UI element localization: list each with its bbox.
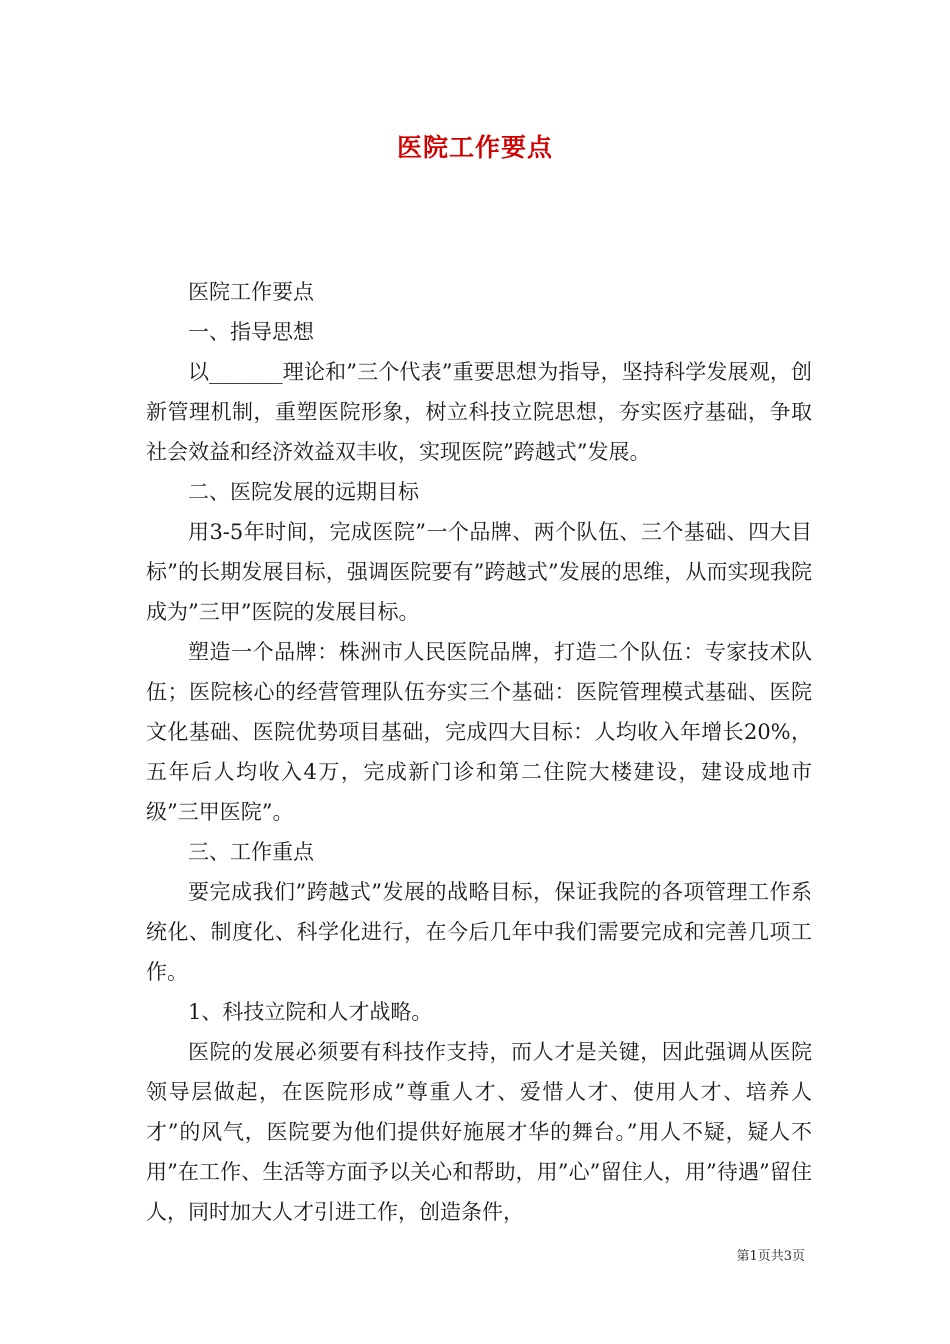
document-body [146,272,812,1232]
section-heading-guiding-ideology: 一、指导思想 [188,320,314,344]
document-title: 医院工作要点 [396,133,553,162]
section-heading-work-focus: 三、工作重点 [188,840,314,864]
paragraph-heading: 医院工作要点 [188,280,314,304]
paragraph-work-focus: 要完成我们”跨越式”发展的战略目标，保证我院的各项管理工作系统化、制度化、科学化进行，在今后几年中我们需要完成和完善几项工作。 [146,880,812,984]
paragraph-long-term-goals: 用3-5年时间，完成医院”一个品牌、两个队伍、三个基础、四大目标”的长期发展目标，强调医院要有”跨越式”发展的思维，从而实现我院成为”三甲”医院的发展目标。 [146,520,812,624]
paragraph-guiding-ideology: 以_______理论和”三个代表”重要思想为指导，坚持科学发展观，创新管理机制，重塑医院形象，树立科技立院思想，夯实医疗基础，争取社会效益和经济效益双丰收，实现医院”跨越式”发展。 [146,360,812,464]
section-heading-long-term-goals: 二、医院发展的远期目标 [188,480,419,504]
paragraph-talent-strategy: 医院的发展必须要有科技作支持，而人才是关键，因此强调从医院领导层做起，在医院形成”尊重人才、爱惜人才、使用人才、培养人才”的风气，医院要为他们提供好施展才华的舞台。”用人不疑，疑人不用”在工作、生活等方面予以关心和帮助，用”心”留住人，用”待遇”留住人，同时加大人才引进工作，创造条件， [146,1040,812,1224]
page-number-footer: 第1页共3页 [736,1249,805,1264]
subsection-heading-talent-strategy: 1、科技立院和人才战略。 [188,1000,433,1024]
paragraph-brand-goals: 塑造一个品牌：株洲市人民医院品牌，打造二个队伍：专家技术队伍；医院核心的经营管理队伍夯实三个基础：医院管理模式基础、医院文化基础、医院优势项目基础，完成四大目标：人均收入年增长20%，五年后人均收入4万，完成新门诊和第二住院大楼建设，建设成地市级”三甲医院”。 [146,640,812,824]
